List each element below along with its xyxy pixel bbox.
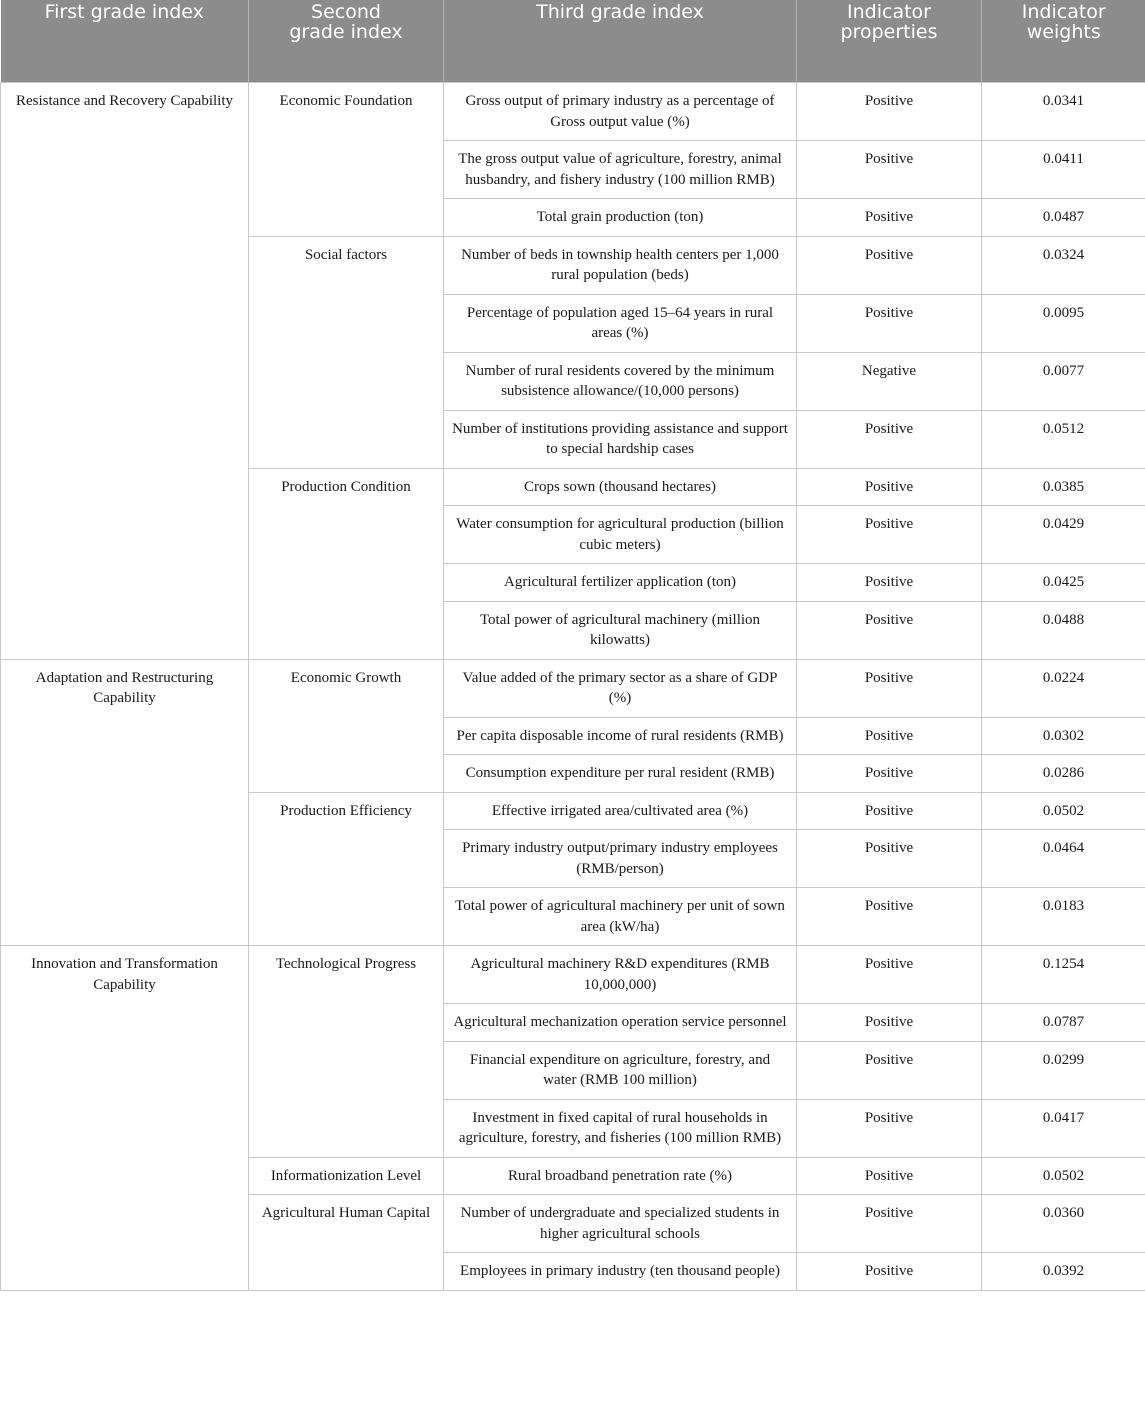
indicator-property-cell: Positive — [797, 717, 982, 755]
first-grade-cell: Resistance and Recovery Capability — [1, 83, 249, 660]
second-grade-cell: Economic Foundation — [249, 83, 444, 237]
indicator-weight-cell: 0.0302 — [982, 717, 1145, 755]
second-grade-cell: Agricultural Human Capital — [249, 1195, 444, 1291]
indicator-weight-cell: 0.0425 — [982, 564, 1145, 602]
header-third-grade: Third grade index — [444, 0, 797, 83]
table-body — [1, 83, 1145, 1291]
header-row — [1, 0, 1145, 83]
indicator-property-cell: Positive — [797, 792, 982, 830]
indicator-property-cell: Positive — [797, 1157, 982, 1195]
third-grade-cell: Total grain production (ton) — [444, 199, 797, 237]
third-grade-cell: Total power of agricultural machinery (million kilowatts) — [444, 601, 797, 659]
table-row — [1, 83, 1145, 141]
indicator-property-cell: Positive — [797, 946, 982, 1004]
indicator-property-cell: Positive — [797, 830, 982, 888]
third-grade-cell: Number of rural residents covered by the minimum subsistence allowance/(10,000 persons) — [444, 352, 797, 410]
indicator-weight-cell: 0.0324 — [982, 236, 1145, 294]
third-grade-cell: Per capita disposable income of rural residents (RMB) — [444, 717, 797, 755]
indicator-weight-cell: 0.0385 — [982, 468, 1145, 506]
indicator-weight-cell: 0.0487 — [982, 199, 1145, 237]
third-grade-cell: Agricultural machinery R&D expenditures (RMB 10,000,000) — [444, 946, 797, 1004]
second-grade-cell: Social factors — [249, 236, 444, 468]
indicator-property-cell: Positive — [797, 564, 982, 602]
indicator-property-cell: Positive — [797, 141, 982, 199]
indicator-weight-cell: 0.0464 — [982, 830, 1145, 888]
indicator-weight-cell: 0.0502 — [982, 1157, 1145, 1195]
indicator-weight-cell: 0.0512 — [982, 410, 1145, 468]
second-grade-cell: Technological Progress — [249, 946, 444, 1158]
indicator-property-cell: Positive — [797, 294, 982, 352]
indicator-weight-cell: 0.0224 — [982, 659, 1145, 717]
indicator-property-cell: Positive — [797, 468, 982, 506]
third-grade-cell: Water consumption for agricultural production (billion cubic meters) — [444, 506, 797, 564]
first-grade-cell: Adaptation and Restructuring Capability — [1, 659, 249, 946]
third-grade-cell: Consumption expenditure per rural resident (RMB) — [444, 755, 797, 793]
indicator-property-cell: Positive — [797, 1099, 982, 1157]
table-row — [1, 659, 1145, 717]
first-grade-cell: Innovation and Transformation Capability — [1, 946, 249, 1291]
indicator-weight-cell: 0.0417 — [982, 1099, 1145, 1157]
second-grade-cell: Informationization Level — [249, 1157, 444, 1195]
indicator-weight-cell: 0.0095 — [982, 294, 1145, 352]
third-grade-cell: Employees in primary industry (ten thousand people) — [444, 1253, 797, 1291]
second-grade-cell: Production Condition — [249, 468, 444, 659]
third-grade-cell: Financial expenditure on agriculture, forestry, and water (RMB 100 million) — [444, 1041, 797, 1099]
third-grade-cell: Effective irrigated area/cultivated area (%) — [444, 792, 797, 830]
indicator-property-cell: Positive — [797, 506, 982, 564]
indicator-weight-cell: 0.0502 — [982, 792, 1145, 830]
indicator-property-cell: Positive — [797, 1253, 982, 1291]
indicator-weight-cell: 0.0488 — [982, 601, 1145, 659]
indicator-property-cell: Positive — [797, 199, 982, 237]
third-grade-cell: Primary industry output/primary industry employees (RMB/person) — [444, 830, 797, 888]
indicator-property-cell: Positive — [797, 1195, 982, 1253]
indicator-weight-cell: 0.0787 — [982, 1004, 1145, 1042]
third-grade-cell: Total power of agricultural machinery per unit of sown area (kW/ha) — [444, 888, 797, 946]
third-grade-cell: The gross output value of agriculture, forestry, animal husbandry, and fishery industry (100 million RMB) — [444, 141, 797, 199]
third-grade-cell: Agricultural mechanization operation service personnel — [444, 1004, 797, 1042]
third-grade-cell: Number of undergraduate and specialized students in higher agricultural schools — [444, 1195, 797, 1253]
indicator-weight-cell: 0.0341 — [982, 83, 1145, 141]
indicator-property-cell: Positive — [797, 1004, 982, 1042]
indicator-weight-cell: 0.1254 — [982, 946, 1145, 1004]
third-grade-cell: Gross output of primary industry as a percentage of Gross output value (%) — [444, 83, 797, 141]
indicator-property-cell: Positive — [797, 1041, 982, 1099]
third-grade-cell: Rural broadband penetration rate (%) — [444, 1157, 797, 1195]
indicator-weight-cell: 0.0077 — [982, 352, 1145, 410]
header-second-grade: Second grade index — [249, 0, 444, 83]
second-grade-cell: Economic Growth — [249, 659, 444, 792]
third-grade-cell: Value added of the primary sector as a share of GDP (%) — [444, 659, 797, 717]
header-indicator-weights: Indicator weights — [982, 0, 1145, 83]
indicator-property-cell: Positive — [797, 236, 982, 294]
header-indicator-properties: Indicator properties — [797, 0, 982, 83]
indicator-weight-cell: 0.0411 — [982, 141, 1145, 199]
indicator-weight-cell: 0.0299 — [982, 1041, 1145, 1099]
third-grade-cell: Investment in fixed capital of rural households in agriculture, forestry, and fisheries (100 million RMB) — [444, 1099, 797, 1157]
indicator-weight-cell: 0.0286 — [982, 755, 1145, 793]
third-grade-cell: Number of institutions providing assistance and support to special hardship cases — [444, 410, 797, 468]
indicator-weight-cell: 0.0429 — [982, 506, 1145, 564]
indicator-property-cell: Negative — [797, 352, 982, 410]
indicator-property-cell: Positive — [797, 601, 982, 659]
header-first-grade: First grade index — [1, 0, 249, 83]
third-grade-cell: Percentage of population aged 15–64 years in rural areas (%) — [444, 294, 797, 352]
third-grade-cell: Crops sown (thousand hectares) — [444, 468, 797, 506]
indicator-property-cell: Positive — [797, 410, 982, 468]
indicator-property-cell: Positive — [797, 755, 982, 793]
indicator-property-cell: Positive — [797, 83, 982, 141]
indicator-property-cell: Positive — [797, 659, 982, 717]
indicator-weight-cell: 0.0392 — [982, 1253, 1145, 1291]
indicator-weight-cell: 0.0183 — [982, 888, 1145, 946]
table-row — [1, 946, 1145, 1004]
indicator-property-cell: Positive — [797, 888, 982, 946]
third-grade-cell: Number of beds in township health centers per 1,000 rural population (beds) — [444, 236, 797, 294]
third-grade-cell: Agricultural fertilizer application (ton) — [444, 564, 797, 602]
second-grade-cell: Production Efficiency — [249, 792, 444, 946]
indicator-weight-cell: 0.0360 — [982, 1195, 1145, 1253]
